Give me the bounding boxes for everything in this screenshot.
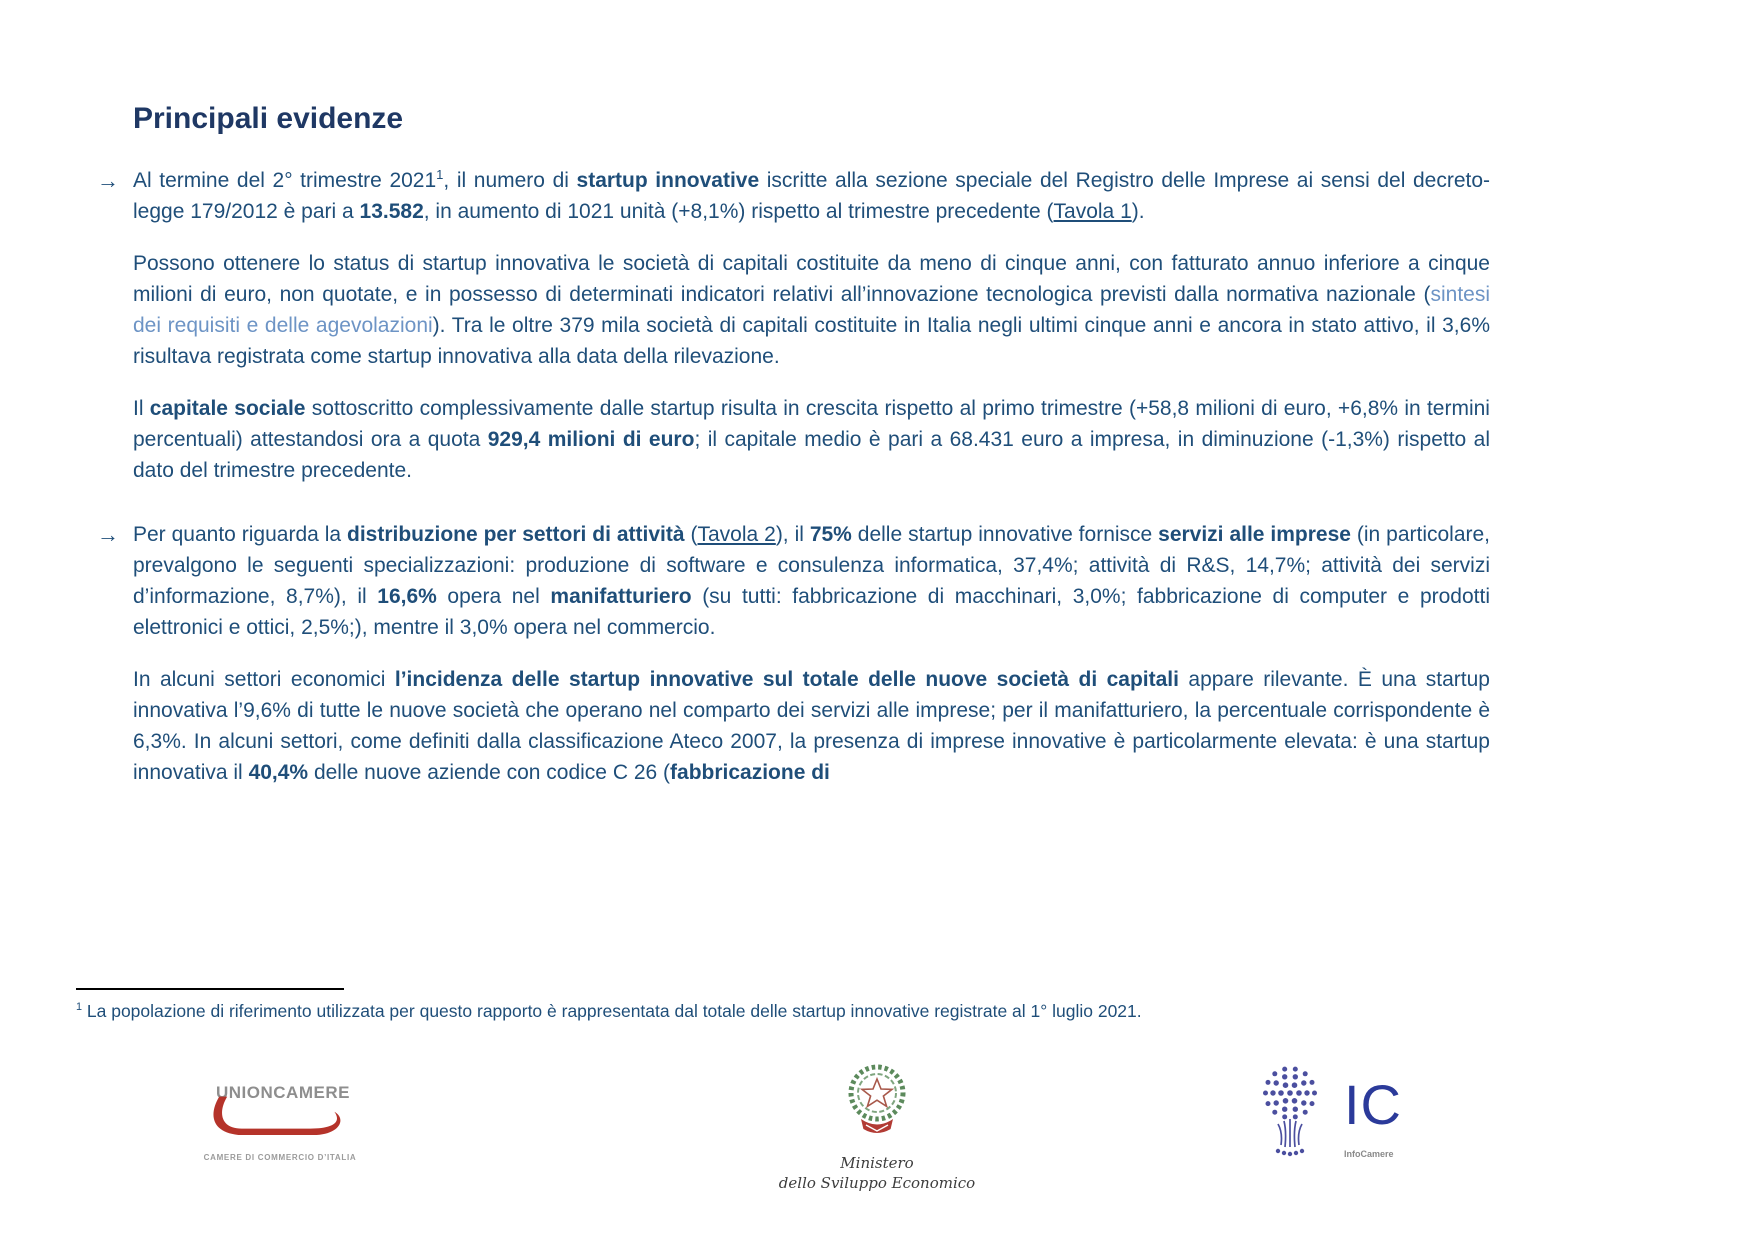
footnote-text: La popolazione di riferimento utilizzata per questo rapporto è rappresentata dal totale delle startup innovative registrate al 1° luglio 2021. [82,1001,1142,1021]
text-run: appare rilevante. È una startup innovativa l’9,6% di tutte le nuove società che operano nel comparto dei servizi alle imprese; per il manifatturiero, la percentuale corrispondente è 6,3%. In alcuni settori, come definiti dalla classificazione Ateco 2007, la presenza di imprese innovative è particolarmente elevata: è una startup innovativa il [133,668,1490,784]
text-run: 75% [809,523,852,546]
text-run: ). [1131,200,1145,223]
paragraph [133,393,1490,486]
paragraph [133,664,1490,788]
unioncamere-subtitle: CAMERE DI COMMERCIO D’ITALIA [203,1153,357,1162]
footnote-section [76,988,1406,1022]
text-run: capitale sociale [149,397,306,420]
footnote-divider [76,988,344,990]
ministry-logo [727,1061,1027,1193]
tavola-ref-link[interactable]: Tavola 2 [697,523,776,546]
text-run: (in particolare, prevalgono le seguenti specializzazioni: produzione di software e consulenza informatica, 37,4%; attività di R&S, 14,7%; attività dei servizi d’informazione, 8,7%), il [133,523,1491,608]
text-run: 929,4 milioni di euro [487,428,695,451]
ministry-emblem-icon [842,1061,912,1153]
text-run: startup innovative [576,169,760,192]
text-run: ; il capitale medio è pari a 68.431 euro a impresa, in diminuzione (-1,3%) rispetto al dato del trimestre precedente. [133,428,1491,482]
infocamere-tree-icon [1248,1063,1332,1167]
text-run: Per quanto riguarda la [133,523,347,546]
text-run: , il numero di [443,169,577,192]
main-content [97,165,1491,809]
text-run: 40,4% [248,761,309,784]
arrow-bullet-icon: → [97,522,119,547]
unioncamere-logo [180,1083,380,1162]
infocamere-logo [1248,1063,1402,1167]
text-run: (su tutti: fabbricazione di macchinari, 3,0%; fabbricazione di computer e prodotti elettronici e ottici, 2,5%;), mentre il 3,0% opera nel commercio. [133,585,1490,639]
text-run: , in aumento di 1021 unità (+8,1%) rispetto al trimestre precedente ( [423,200,1054,223]
arrow-bullet-icon: → [97,168,119,193]
text-run: servizi alle imprese [1158,523,1351,546]
text-run: delle nuove aziende con codice C 26 ( [308,761,671,784]
text-run: manifatturiero [550,585,692,608]
bullet-paragraph [97,519,1491,643]
footnote-ref: 1 [436,167,444,182]
paragraph [133,248,1490,372]
infocamere-initials: IC [1344,1073,1402,1136]
infocamere-name: InfoCamere [1344,1149,1394,1159]
footnote-marker: 1 [76,1001,83,1014]
page-title: Principali evidenze [133,102,404,136]
text-run: opera nel [436,585,551,608]
inline-link[interactable]: sintesi dei requisiti e delle agevolazioni [133,283,1490,337]
text-run: ). Tra le oltre 379 mila società di capitali costituite in Italia negli ultimi cinque anni e ancora in stato attivo, il 3,6% risultava registrata come startup innovativa alla data della rilevazione. [133,314,1490,368]
text-run: In alcuni settori economici [133,668,395,691]
text-run: fabbricazione di [670,761,830,784]
footnote [76,1000,1406,1022]
text-run: delle startup innovative fornisce [851,523,1159,546]
text-run: iscritte alla sezione speciale del Registro delle Imprese ai sensi del decreto-legge 179/2012 è pari a [133,169,1490,223]
tavola-ref-link[interactable]: Tavola 1 [1053,200,1132,223]
ministry-name-line2: dello Sviluppo Economico [778,1174,976,1192]
text-run: sottoscritto complessivamente dalle startup risulta in crescita rispetto al primo trimestre (+58,8 milioni di euro, +6,8% in termini percentuali) attestandosi ora a quota [133,397,1490,451]
text-run: 16,6% [377,585,437,608]
text-run: Possono ottenere lo status di startup innovativa le società di capitali costituite da meno di cinque anni, con fatturato annuo inferiore a cinque milioni di euro, non quotate, e in possesso di determinati indicatori relativi all’innovazione tecnologica previsti dalla normativa nazionale ( [133,252,1490,306]
text-run: Al termine del 2° trimestre 2021 [133,169,437,192]
text-run: ), il [775,523,810,546]
unioncamere-wordmark: UNIONCAMERE [216,1083,350,1102]
text-run: l’incidenza delle startup innovative sul totale delle nuove società di capitali [394,668,1179,691]
text-run: distribuzione per settori di attività [347,523,685,546]
text-run: 13.582 [359,200,424,223]
text-run: Il [133,397,150,420]
text-run: ( [684,523,698,546]
bullet-paragraph [97,165,1490,227]
logo-row [0,1055,1754,1225]
ministry-name-line1: Ministero [840,1154,914,1172]
